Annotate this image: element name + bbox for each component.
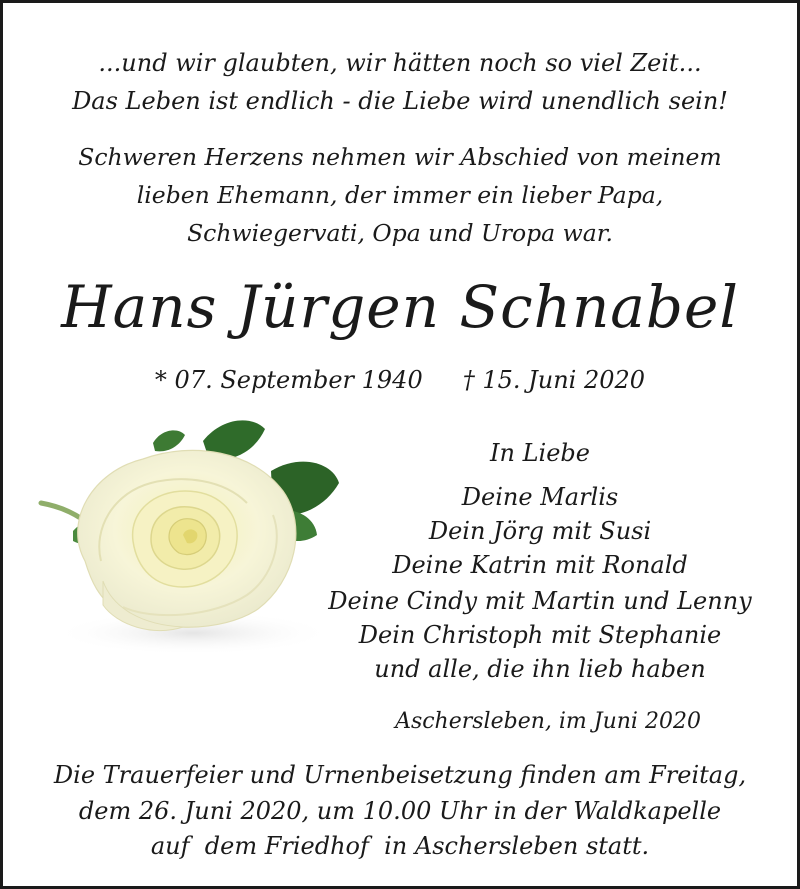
death-date: † 15. Juni 2020 [462, 366, 646, 394]
place-and-date: Aschersleben, im Juni 2020 [395, 709, 701, 734]
mourner-line: Dein Christoph mit Stephanie [358, 621, 722, 649]
intro-line-3: Schwiegervati, Opa und Uropa war. [187, 219, 613, 247]
mourner-line: Deine Cindy mit Martin und Lenny [328, 587, 752, 615]
intro-line-1: Schweren Herzens nehmen wir Abschied von meinem [78, 143, 722, 171]
mourner-line: und alle, die ihn lieb haben [374, 655, 706, 683]
motto-line-2: Das Leben ist endlich - die Liebe wird unendlich sein! [72, 87, 728, 115]
deceased-name: Hans Jürgen Schnabel [61, 273, 739, 341]
birth-date: * 07. September 1940 [154, 366, 423, 394]
intro-line-2: lieben Ehemann, der immer ein lieber Papa, [136, 181, 664, 209]
life-dates [3, 366, 797, 394]
leaf-icon [153, 430, 185, 451]
service-line-2: dem 26. Juni 2020, um 10.00 Uhr in der Waldkapelle [78, 797, 722, 825]
mourners-heading: In Liebe [490, 439, 590, 467]
mourner-line: Deine Katrin mit Ronald [392, 551, 688, 579]
mourner-line: Deine Marlis [461, 483, 619, 511]
service-line-1: Die Trauerfeier und Urnenbeisetzung finden am Freitag, [53, 761, 747, 789]
service-line-3: auf dem Friedhof in Aschersleben statt. [150, 832, 650, 860]
mourner-line: Dein Jörg mit Susi [428, 517, 652, 545]
motto-line-1: ...und wir glaubten, wir hätten noch so viel Zeit... [98, 49, 702, 77]
